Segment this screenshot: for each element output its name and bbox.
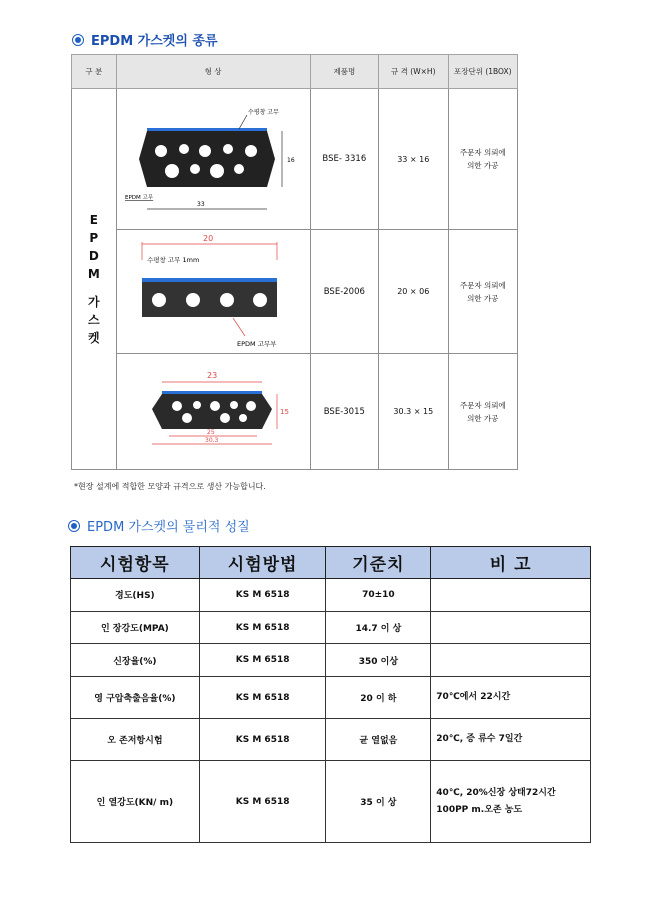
header-standard: 기준치: [326, 547, 431, 579]
standard-value: 14.7 이 상: [326, 611, 431, 644]
production-note: *현장 설계에 적합한 모양과 규격으로 생산 가능합니다.: [74, 482, 266, 491]
test-method: KS M 6518: [199, 719, 326, 761]
remark: 40℃, 20%신장 상태72시간 100PP m.오존 농도: [431, 761, 591, 843]
test-item: 경도(HS): [71, 579, 200, 612]
product-name: BSE- 3316: [310, 89, 378, 230]
product-packaging: 주문자 의뢰에 의한 가공: [448, 230, 517, 354]
test-method: KS M 6518: [199, 644, 326, 677]
svg-text:20: 20: [202, 234, 213, 243]
product-packaging: 주문자 의뢰에 의한 가공: [448, 89, 517, 230]
test-method: KS M 6518: [199, 611, 326, 644]
remark: [431, 579, 591, 612]
svg-text:30.3: 30.3: [204, 437, 218, 444]
remark: [431, 644, 591, 677]
standard-value: 350 이상: [326, 644, 431, 677]
test-item: 신장율(%): [71, 644, 200, 677]
test-item: 영 구압축출음율(%): [71, 677, 200, 719]
header-packaging: 포장단위 (1BOX): [448, 55, 517, 89]
product-table-header: [72, 55, 518, 89]
table-row: [71, 761, 591, 843]
test-method: KS M 6518: [199, 579, 326, 612]
bullet-radio-icon: [72, 34, 84, 46]
section-title-text: EPDM 가스켓의 물리적 성질: [87, 520, 250, 535]
product-name: BSE-2006: [310, 230, 378, 354]
header-remark: 비 고: [431, 547, 591, 579]
properties-table: [70, 546, 591, 843]
header-shape: 형 상: [116, 55, 310, 89]
test-method: KS M 6518: [199, 761, 326, 843]
product-spec: 20 × 06: [379, 230, 448, 354]
remark: 70℃에서 22시간: [431, 677, 591, 719]
svg-text:수평창 고무: 수평창 고무: [247, 109, 279, 116]
header-test-item: 시험항목: [71, 547, 200, 579]
table-row: [71, 677, 591, 719]
table-row: [71, 719, 591, 761]
header-product-name: 제품명: [310, 55, 378, 89]
svg-text:25: 25: [206, 429, 215, 436]
remark: [431, 611, 591, 644]
product-spec: 33 × 16: [379, 89, 448, 230]
header-category: 구 분: [72, 55, 117, 89]
product-packaging: 주문자 의뢰에 의한 가공: [448, 354, 517, 470]
bullet-radio-icon: [68, 520, 80, 532]
test-item: 인 열강도(KN/ m): [71, 761, 200, 843]
product-name: BSE-3015: [310, 354, 378, 470]
svg-text:16: 16: [286, 157, 295, 164]
product-row: [72, 230, 518, 354]
header-spec: 규 격 (W×H): [379, 55, 448, 89]
category-cell: E P D M 가 스 켓: [72, 89, 117, 470]
table-row: [71, 644, 591, 677]
properties-header: [71, 547, 591, 579]
header-test-method: 시험방법: [199, 547, 326, 579]
standard-value: 20 이 하: [326, 677, 431, 719]
test-item: 오 존저항시험: [71, 719, 200, 761]
product-table: [71, 54, 518, 470]
svg-text:23: 23: [206, 371, 217, 380]
section-title-types: [72, 30, 218, 49]
standard-value: 70±10: [326, 579, 431, 612]
product-row: [72, 354, 518, 470]
standard-value: 35 이 상: [326, 761, 431, 843]
shape-drawing-bse3316: [116, 89, 310, 230]
svg-text:EPDM 고무부: EPDM 고무부: [236, 340, 277, 348]
remark: 20℃, 증 류수 7일간: [431, 719, 591, 761]
test-method: KS M 6518: [199, 677, 326, 719]
svg-text:EPDM 고무: EPDM 고무: [124, 195, 153, 201]
standard-value: 균 열없음: [326, 719, 431, 761]
product-spec: 30.3 × 15: [379, 354, 448, 470]
section-title-properties: [68, 516, 250, 535]
product-row: [72, 89, 518, 230]
section-title-text: EPDM 가스켓의 종류: [91, 34, 218, 49]
shape-drawing-bse3015: [116, 354, 310, 470]
test-item: 인 장강도(MPA): [71, 611, 200, 644]
svg-text:수평창 고무 1mm: 수평창 고무 1mm: [146, 256, 199, 264]
svg-text:33: 33: [196, 201, 205, 208]
table-row: [71, 579, 591, 612]
svg-text:15: 15: [279, 408, 289, 416]
table-row: [71, 611, 591, 644]
shape-drawing-bse2006: [116, 230, 310, 354]
